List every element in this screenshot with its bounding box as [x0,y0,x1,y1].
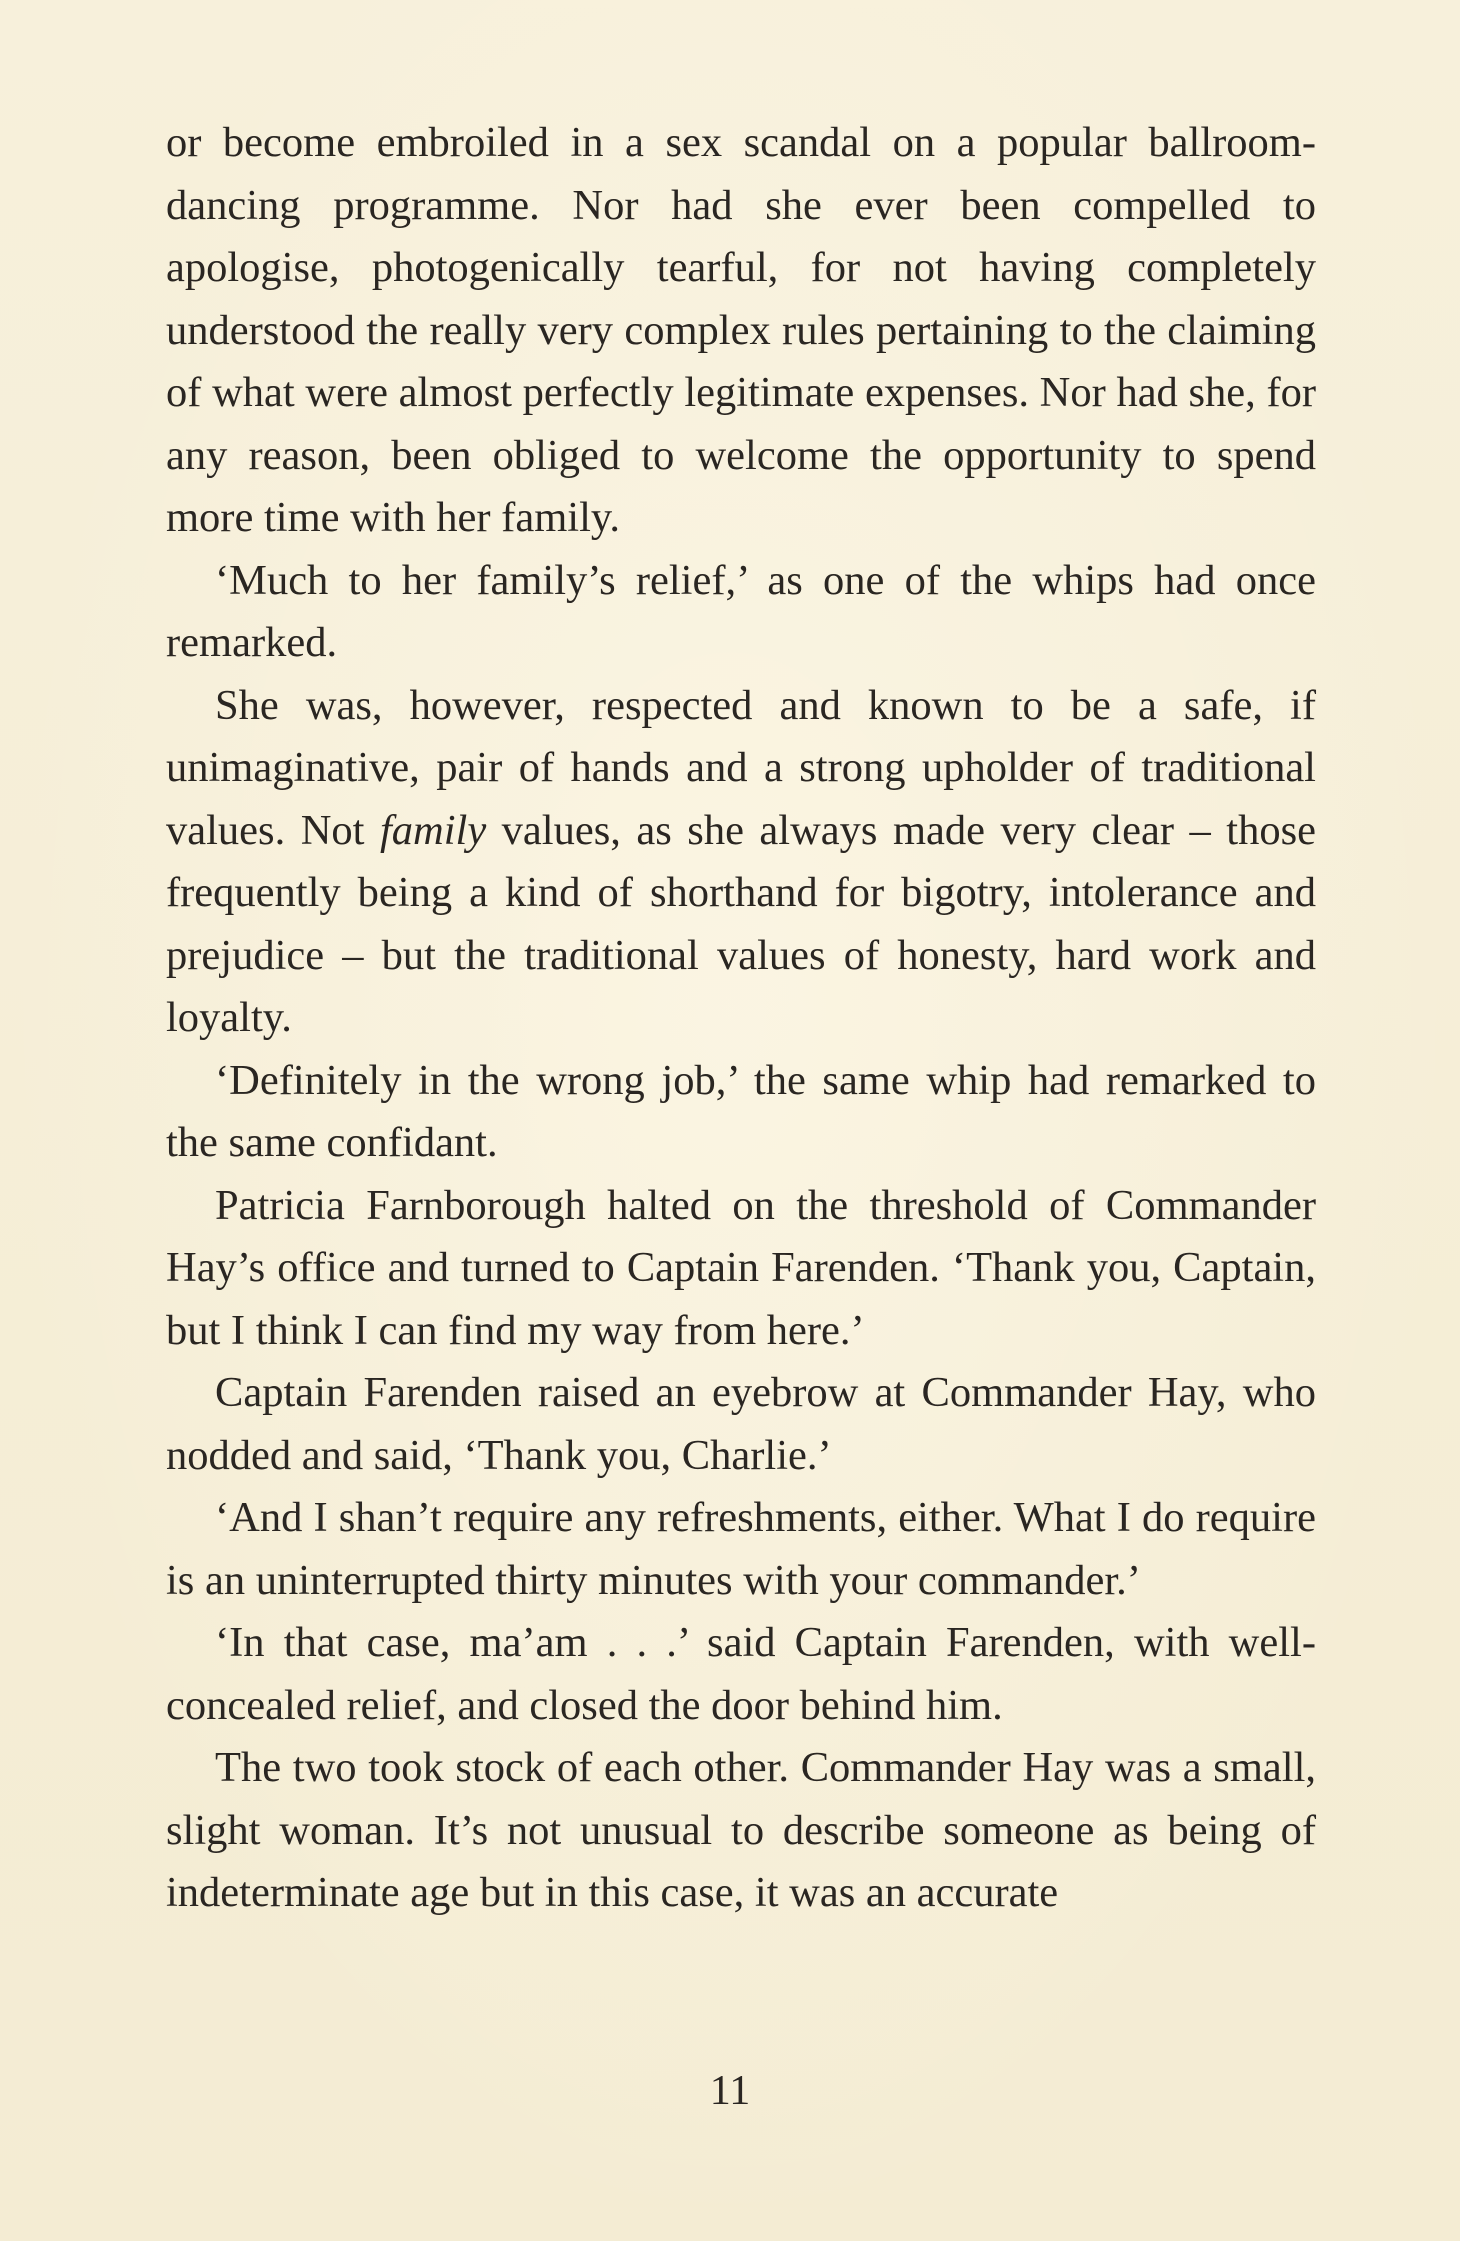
text-run: She was, however, respected and known to be a safe, if unimaginative, pair of hands and a strong upholder of traditional values. Not [166,681,1316,854]
paragraph [166,1175,1316,1363]
paragraph [166,550,1316,675]
paragraph [166,1362,1316,1487]
text-run: ‘In that case, ma’am . . .’ said Captain Farenden, with well-concealed relief, and closed the door behind him. [166,1619,1316,1729]
body-text [166,112,1316,1925]
paragraph [166,1612,1316,1737]
paragraph [166,112,1316,550]
text-run: ‘And I shan’t require any refreshments, either. What I do require is an uninterrupted thirty minutes with your commander.’ [166,1494,1316,1604]
text-run: or become embroiled in a sex scandal on a popular ballroom-dancing programme. Nor had she ever been compelled to apologise, photogenically tearful, for not having completely understood the really very complex rules pertaining to the claiming of what were almost perfectly legitimate expenses. Nor had she, for any reason, been obliged to welcome the opportunity to spend more time with her family. [166,119,1316,541]
paragraph [166,1487,1316,1612]
italic-text: family [379,806,487,854]
text-run: The two took stock of each other. Commander Hay was a small, slight woman. It’s not unusual to describe someone as being of indeterminate age but in this case, it was an accurate [166,1744,1316,1916]
text-run: values, as she always made very clear – those frequently being a kind of shorthand for bigotry, intolerance and prejudice – but the traditional values of honesty, hard work and loyalty. [166,806,1316,1041]
text-run: ‘Much to her family’s relief,’ as one of the whips had once remarked. [166,556,1316,666]
paragraph [166,1737,1316,1925]
text-run: ‘Definitely in the wrong job,’ the same whip had remarked to the same confidant. [166,1056,1316,1166]
paragraph [166,1050,1316,1175]
text-run: Patricia Farnborough halted on the threshold of Commander Hay’s office and turned to Captain Farenden. ‘Thank you, Captain, but I think I can find my way from here.’ [166,1181,1316,1354]
page-number: 11 [709,2068,751,2114]
text-run: Captain Farenden raised an eyebrow at Commander Hay, who nodded and said, ‘Thank you, Charlie.’ [166,1369,1316,1479]
paragraph [166,675,1316,1050]
